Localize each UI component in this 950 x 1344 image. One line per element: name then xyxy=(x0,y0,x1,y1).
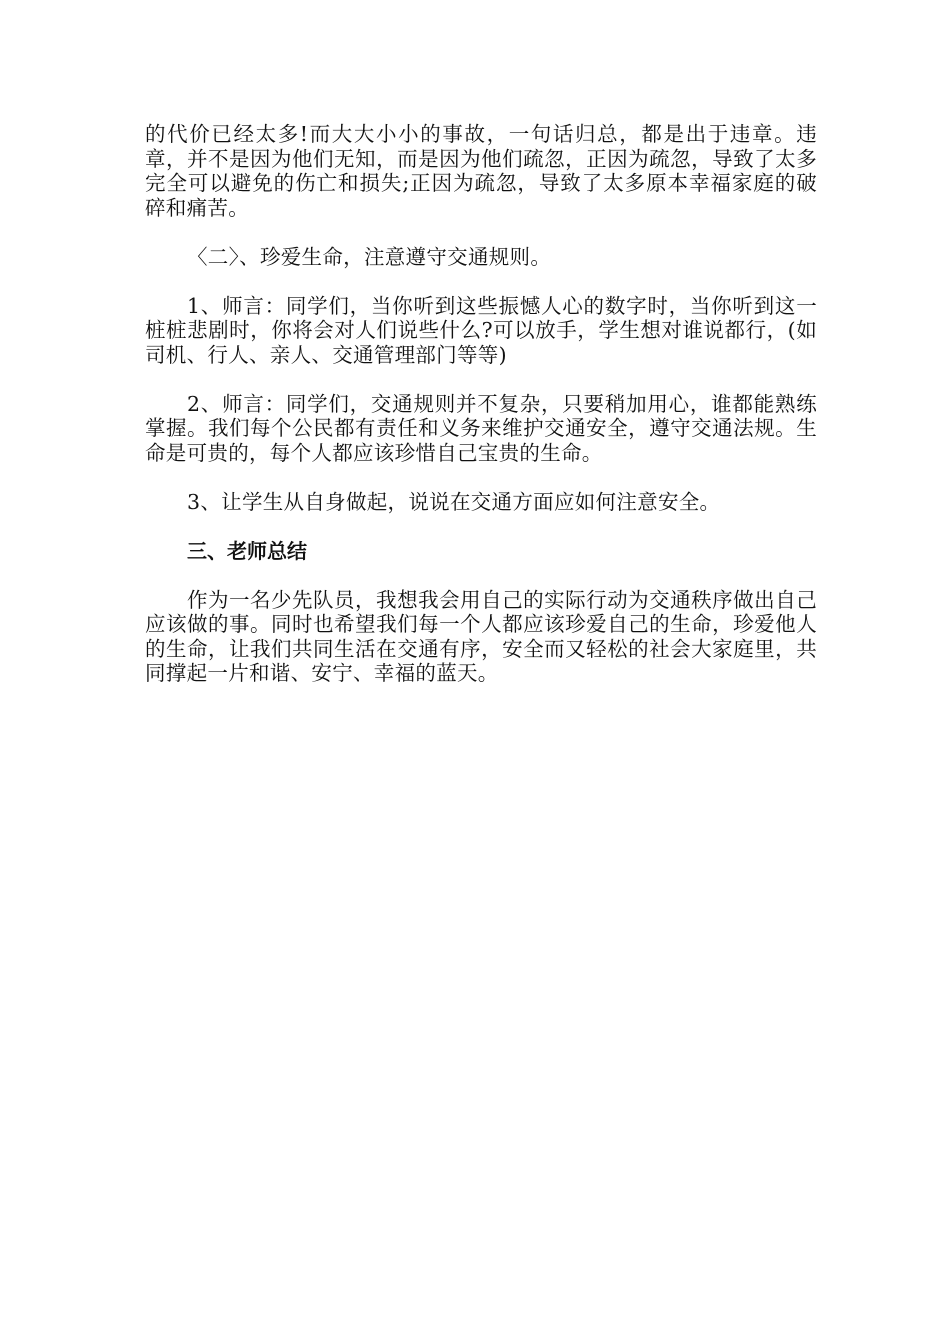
paragraph-item-3: 3、让学生从自身做起，说说在交通方面应如何注意安全。 xyxy=(187,489,721,514)
paragraph-continuation: 的代价已经太多!而大大小小的事故，一句话归总，都是出于违章。违章，并不是因为他们无知，而是因为他们疏忽，正因为疏忽，导致了太多完全可以避免的伤亡和损失;正因为疏忽，导致了太多原本幸福家庭的破碎和痛苦。 xyxy=(145,122,817,220)
paragraph-subsection-title: 〈二〉、珍爱生命，注意遵守交通规则。 xyxy=(187,244,552,269)
paragraph-item-2: 2、师言：同学们，交通规则并不复杂，只要稍加用心，谁都能熟练掌握。我们每个公民都有责任和义务来维护交通安全，遵守交通法规。生命是可贵的，每个人都应该珍惜自己宝贵的生命。 xyxy=(145,391,817,465)
section-heading: 三、老师总结 xyxy=(187,538,307,563)
paragraph-closing: 作为一名少先队员，我想我会用自己的实际行动为交通秩序做出自己应该做的事。同时也希望我们每一个人都应该珍爱自己的生命，珍爱他人的生命，让我们共同生活在交通有序，安全而又轻松的社会大家庭里，共同撑起一片和谐、安宁、幸福的蓝天。 xyxy=(145,587,817,685)
document-page xyxy=(145,122,817,710)
paragraph-item-1: 1、师言：同学们，当你听到这些振憾人心的数字时，当你听到这一桩桩悲剧时，你将会对人们说些什么?可以放手，学生想对谁说都行，(如司机、行人、亲人、交通管理部门等等) xyxy=(145,293,817,367)
